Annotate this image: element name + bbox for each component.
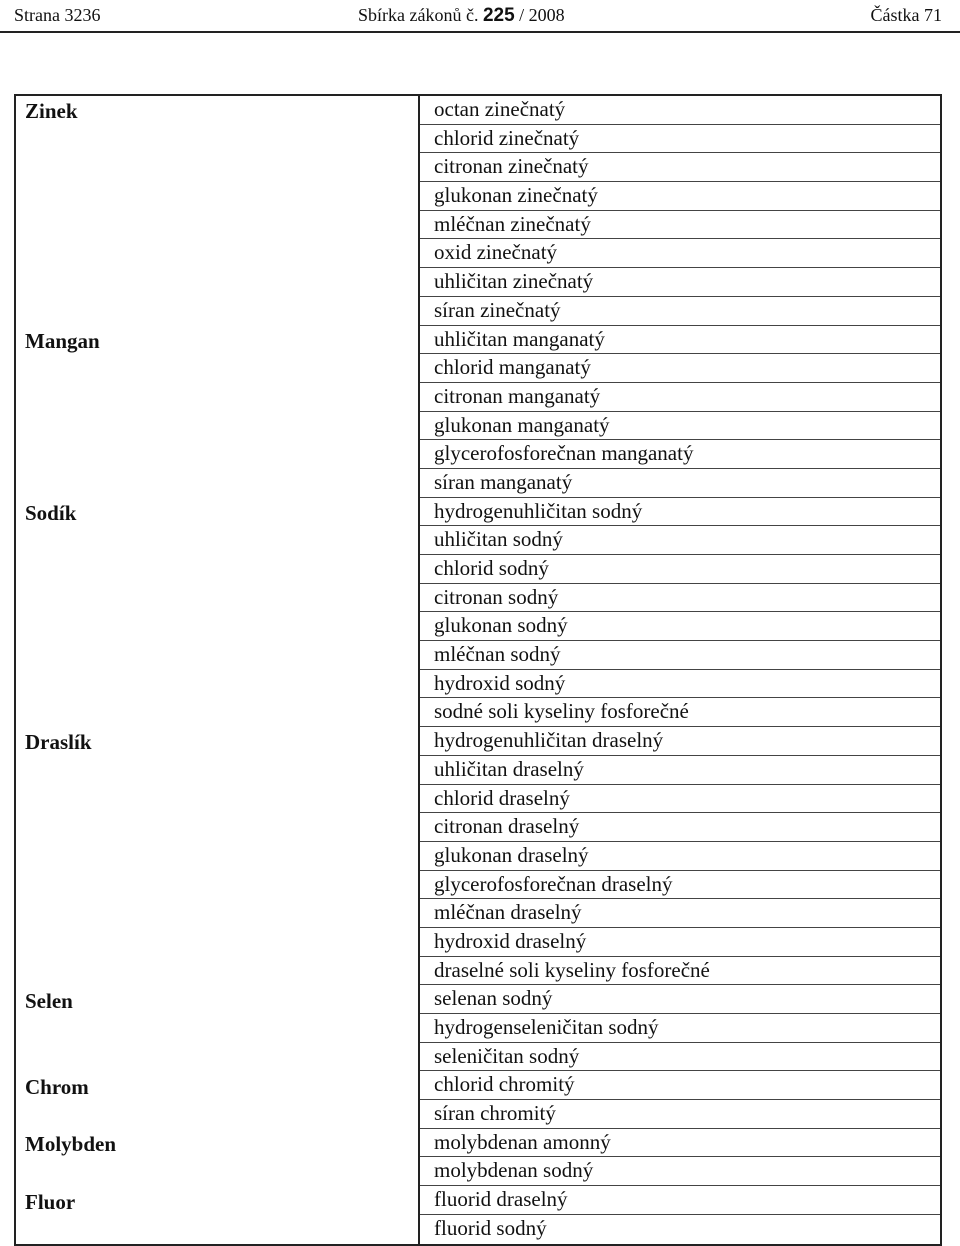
compound-row: draselné soli kyseliny fosforečné — [420, 957, 940, 986]
compound-row: molybdenan sodný — [420, 1157, 940, 1186]
element-name: Molybden — [25, 1132, 117, 1157]
compound-row: uhličitan manganatý — [420, 326, 940, 355]
compound-row: mléčnan zinečnatý — [420, 211, 940, 240]
compound-row: glukonan sodný — [420, 612, 940, 641]
compound-row: fluorid sodný — [434, 1215, 547, 1240]
page-number: Strana 3236 — [14, 5, 101, 25]
compound-row: mléčnan draselný — [420, 899, 940, 928]
compound-row: chlorid draselný — [420, 785, 940, 814]
compound-list — [420, 96, 940, 1244]
element-name: Zinek — [25, 99, 78, 123]
compound-row: oxid zinečnatý — [420, 239, 940, 268]
compound-row: chlorid sodný — [420, 555, 940, 584]
compound-row: glukonan manganatý — [420, 412, 940, 441]
compound-row: hydroxid draselný — [420, 928, 940, 957]
compound-row: seleničitan sodný — [420, 1043, 940, 1072]
compound-row: uhličitan zinečnatý — [420, 268, 940, 297]
compound-row: selenan sodný — [420, 985, 940, 1014]
compound-row: síran zinečnatý — [420, 297, 940, 326]
compound-row: citronan manganatý — [420, 383, 940, 412]
compound-row: chlorid zinečnatý — [420, 125, 940, 154]
page-header — [0, 0, 960, 33]
element-name: Sodík — [25, 500, 77, 525]
compound-row: hydrogenuhličitan draselný — [420, 727, 940, 756]
compound-row: citronan zinečnatý — [420, 153, 940, 182]
compound-row: citronan sodný — [420, 584, 940, 613]
element-column — [15, 95, 419, 1245]
element-name: Mangan — [25, 328, 100, 353]
element-name: Draslík — [25, 730, 92, 755]
compound-row: chlorid manganatý — [420, 354, 940, 383]
compound-row: uhličitan draselný — [420, 756, 940, 785]
compound-row: glycerofosforečnan draselný — [420, 871, 940, 900]
law-year: / 2008 — [519, 5, 565, 25]
compound-row: síran manganatý — [420, 469, 940, 498]
compound-row: fluorid draselný — [420, 1186, 940, 1215]
element-name: Fluor — [25, 1189, 76, 1214]
compound-row: molybdenan amonný — [420, 1129, 940, 1158]
compound-row: sodné soli kyseliny fosforečné — [420, 698, 940, 727]
compound-row: mléčnan sodný — [420, 641, 940, 670]
compound-row: hydroxid sodný — [420, 670, 940, 699]
collection-title — [358, 1, 565, 30]
compound-row: uhličitan sodný — [420, 526, 940, 555]
compound-row: glukonan draselný — [420, 842, 940, 871]
law-number: 225 — [482, 5, 515, 26]
element-name: Chrom — [25, 1074, 89, 1099]
collection-prefix: Sbírka zákonů č. — [358, 5, 479, 25]
substances-table — [14, 94, 942, 1246]
part-number: Částka 71 — [870, 5, 942, 25]
element-name: Selen — [25, 988, 73, 1013]
compound-column — [419, 95, 941, 1245]
compound-row: hydrogenseleničitan sodný — [420, 1014, 940, 1043]
compound-row: glukonan zinečnatý — [420, 182, 940, 211]
compound-row: hydrogenuhličitan sodný — [420, 498, 940, 527]
compound-row: octan zinečnatý — [420, 96, 940, 125]
compound-row: síran chromitý — [420, 1100, 940, 1129]
compound-row: chlorid chromitý — [420, 1071, 940, 1100]
compound-row: glycerofosforečnan manganatý — [420, 440, 940, 469]
compound-row: citronan draselný — [420, 813, 940, 842]
